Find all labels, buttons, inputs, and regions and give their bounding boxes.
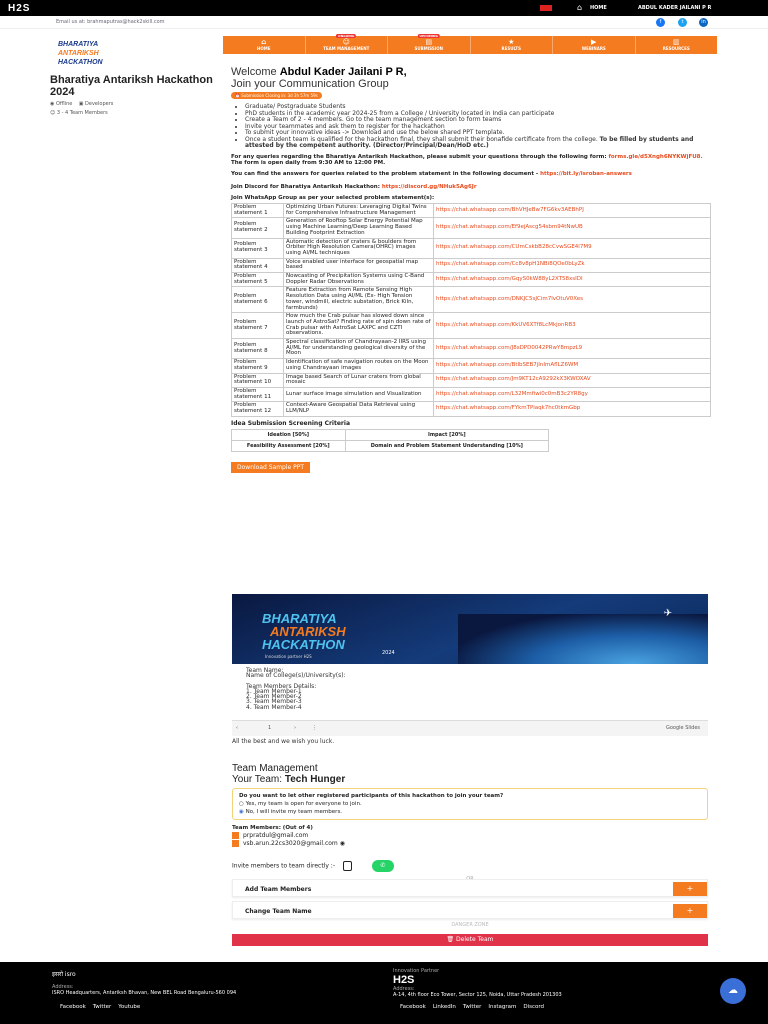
team-members-label: Team Members: (Out of 4) xyxy=(232,825,313,831)
member-avatar xyxy=(232,840,239,847)
footer xyxy=(0,962,768,1024)
hackathon-title: Bharatiya Antariksh Hackathon 2024 xyxy=(50,74,213,98)
contact-bar xyxy=(0,16,768,29)
danger-zone-label: DANGER ZONE xyxy=(451,922,489,928)
problem-id: Problem statement 7 xyxy=(232,313,284,339)
invite-row xyxy=(232,860,708,872)
problem-statements-table xyxy=(231,203,711,417)
answers-paragraph xyxy=(231,171,711,178)
whatsapp-group-link[interactable]: https://chat.whatsapp.com/FYkmTPiaqk7hc0tkmGbp xyxy=(434,402,711,416)
table-row xyxy=(232,339,711,359)
partner-social-links xyxy=(400,1004,544,1010)
main-content xyxy=(231,66,711,473)
invite-label: Invite members to team directly :- xyxy=(232,862,335,870)
slides-controls xyxy=(232,720,708,736)
user-name: Abdul Kader Jailani P R, xyxy=(279,66,407,78)
slide-line: 4. Team Member-4 xyxy=(246,703,302,711)
slide-options-icon[interactable]: ⋮ xyxy=(312,725,317,731)
status-badge: UPCOMING xyxy=(419,34,438,38)
h2s-logo: H2S xyxy=(393,974,415,986)
queries-text: For any queries regarding the Bharatiya Antariksh Hackathon, please submit your questions through the following form: xyxy=(231,153,607,160)
instagram-link[interactable]: Instagram xyxy=(488,1004,517,1010)
facebook-icon[interactable]: f xyxy=(656,18,665,27)
tab-label: WEBINARS xyxy=(581,46,606,51)
answers-text: You can find the answers for queries related to the problem statement in the following document - xyxy=(231,170,539,177)
tab-label: SUBMISSION xyxy=(414,46,443,51)
team-member xyxy=(232,840,708,848)
problem-id: Problem statement 9 xyxy=(232,359,284,373)
whatsapp-group-link[interactable]: https://chat.whatsapp.com/CUmCskbB28cCvwSGE4l7M9 xyxy=(434,238,711,258)
welcome-subheading: Join your Communication Group xyxy=(231,78,389,90)
change-team-name-accordion[interactable] xyxy=(232,901,708,919)
member-email: vsb.arun.22cs3020@gmail.com xyxy=(243,840,338,847)
plus-icon[interactable]: + xyxy=(673,882,707,896)
flag-icon[interactable] xyxy=(540,5,552,11)
list-item xyxy=(245,137,711,150)
slide-line: Name of College(s)/University(s): xyxy=(246,672,346,680)
slide-partner: Innovation partner H2S xyxy=(265,654,312,659)
partner-label: Innovation Partner xyxy=(393,968,440,974)
team-management xyxy=(232,763,708,882)
team-size-row: ☺ 3 - 4 Team Members xyxy=(50,110,108,116)
address-label: Address: xyxy=(52,984,74,990)
plus-icon[interactable]: + xyxy=(673,904,707,918)
problem-id: Problem statement 4 xyxy=(232,258,284,272)
criteria-table xyxy=(231,429,549,452)
home-icon: ⌂ xyxy=(261,38,267,46)
contact-email[interactable]: Email us at: brahmaputras@hack2skill.com xyxy=(56,19,165,25)
whatsapp-group-link[interactable]: https://chat.whatsapp.com/KkUV6XTf8LcMkjonRB3 xyxy=(434,313,711,339)
address-text: A-14, 4th floor Eco Tower, Sector 125, Noida, Uttar Pradesh 201303 xyxy=(393,992,562,998)
whatsapp-group-link[interactable]: https://chat.whatsapp.com/BhVHJeBw7FG6kv3AEBhPJ xyxy=(434,204,711,218)
team-name-heading xyxy=(232,774,708,785)
list-item-bold: To be filled by students and attested by the competent authority. (Director/Principal/Dean/HoD etc.) xyxy=(245,135,694,149)
list-item: • To submit your innovative ideas -> Download and use the below shared PPT template. xyxy=(245,130,711,137)
countdown-badge: ⏰ Submission Closing in: 3d 3h 57m 59s xyxy=(231,92,322,99)
slide-line: Team Members Details: xyxy=(246,682,317,690)
queries-form-link[interactable]: forms.gle/d5Xngh6NYKWjFU8. xyxy=(608,153,703,160)
table-row xyxy=(232,273,711,287)
logo-line3: HACKATHON xyxy=(58,59,103,66)
address-label: Address: xyxy=(393,986,415,992)
discord-link[interactable]: Discord xyxy=(523,1004,545,1010)
whatsapp-group-link[interactable]: https://chat.whatsapp.com/BtlbSEB7jInImAflLZ6WM xyxy=(434,359,711,373)
add-team-members-accordion[interactable] xyxy=(232,879,708,897)
table-row xyxy=(232,204,711,218)
visibility-option-invite[interactable] xyxy=(239,808,701,816)
prev-slide-icon[interactable]: ‹ xyxy=(236,725,238,731)
isro-address xyxy=(52,984,236,996)
mode-row: ◉ Offline ▣ Developers xyxy=(50,101,114,107)
problem-description: Generation of Rooftop Solar Energy Potential Map using Machine Learning/Deep Learning Based Building Footprint Extraction xyxy=(284,218,434,238)
home-link[interactable]: HOME xyxy=(590,5,607,11)
queries-paragraph xyxy=(231,154,711,167)
resources-icon: ▥ xyxy=(672,38,680,46)
table-row xyxy=(232,313,711,339)
slide-title-line2: ANTARIKSH xyxy=(270,624,346,639)
linkedin-link[interactable]: LinkedIn xyxy=(432,1004,456,1010)
top-navbar xyxy=(0,0,768,16)
visibility-question: Do you want to let other registered participants of this hackathon to join your team? xyxy=(239,793,504,799)
table-row xyxy=(232,238,711,258)
problem-description: Image based Search of Lunar craters from global mosaic xyxy=(284,373,434,387)
tab-resources[interactable] xyxy=(636,36,718,54)
h2s-logo[interactable]: H2S xyxy=(8,3,31,14)
partner-block xyxy=(393,968,562,998)
problem-description: Nowcasting of Precipitation Systems using C-Band Doppler Radar Observations xyxy=(284,273,434,287)
problem-id: Problem statement 1 xyxy=(232,204,284,218)
welcome-prefix: Welcome xyxy=(231,66,277,78)
linkedin-icon[interactable]: in xyxy=(699,18,708,27)
whatsapp-group-link[interactable]: https://chat.whatsapp.com/J8sDPD0042PRwY8mpzL9 xyxy=(434,339,711,359)
slide-year: 2024 xyxy=(382,650,395,656)
problem-description: Spectral classification of Chandrayaan-2 IIRS using AI/ML for understanding geological diversity of the Moon xyxy=(284,339,434,359)
sidebar xyxy=(50,40,218,116)
status-badge: ONGOING xyxy=(338,34,355,38)
criteria-title: Idea Submission Screening Criteria xyxy=(231,419,350,427)
answers-link[interactable]: https://bit.ly/isroban-answers xyxy=(540,170,632,177)
criteria-cell: Ideation [50%] xyxy=(232,429,346,440)
slide-line: Team Name: xyxy=(246,667,284,674)
delete-label: Delete Team xyxy=(456,936,494,943)
twitter-link[interactable]: Twitter xyxy=(462,1004,482,1010)
tab-label: RESOURCES xyxy=(662,46,690,51)
good-luck-text: All the best and we wish you luck. xyxy=(232,738,335,745)
user-menu[interactable]: ABDUL KADER JAILANI P R xyxy=(638,5,712,11)
table-row xyxy=(232,373,711,387)
whatsapp-heading: Join WhatsApp Group as per your selected problem statement(s): xyxy=(231,194,435,201)
slide-line: 1. Team Member-1 xyxy=(246,687,302,695)
whatsapp-group-link[interactable]: https://chat.whatsapp.com/Jm9KT12cA9292kX3KWOXAV xyxy=(434,373,711,387)
tab-submission[interactable] xyxy=(388,36,471,54)
tab-webinars[interactable] xyxy=(553,36,636,54)
list-item-text: Once a student team is qualified for the hackathon final, they shall submit their bonafide certificate from the college. xyxy=(245,135,598,143)
team-member xyxy=(232,832,708,840)
logo-line1: BHARATIYA xyxy=(58,41,99,48)
discord-paragraph xyxy=(231,184,711,191)
slide-page xyxy=(232,664,708,720)
problem-id: Problem statement 12 xyxy=(232,402,284,416)
tab-team-management[interactable] xyxy=(306,36,389,54)
logo-line2-text: ANTARIKSH xyxy=(58,50,99,57)
problem-description: Feature Extraction from Remote Sensing High Resolution Data using AI/ML (Ex- High Tension tower, windmill, electric substation, Brick Kiln, farmbunds) xyxy=(284,287,434,313)
problem-id: Problem statement 5 xyxy=(232,273,284,287)
next-slide-icon[interactable]: › xyxy=(294,725,296,731)
problem-id: Problem statement 2 xyxy=(232,218,284,238)
facebook-link[interactable]: Facebook xyxy=(400,1004,426,1010)
mode-text: Offline xyxy=(55,101,73,107)
team-size-text: 3 - 4 Team Members xyxy=(56,110,108,116)
problem-id: Problem statement 11 xyxy=(232,387,284,401)
twitter-icon[interactable]: t xyxy=(678,18,687,27)
accordion-label: Add Team Members xyxy=(245,886,312,893)
google-slides-label[interactable]: Google Slides xyxy=(665,725,700,731)
list-item: • Create a Team of 2 - 4 members. Go to the team management section to form teams xyxy=(245,117,711,124)
slide-title xyxy=(262,612,346,651)
member-avatar xyxy=(232,832,239,839)
tab-results[interactable] xyxy=(471,36,554,54)
team-management-heading: Team Management xyxy=(232,763,318,774)
problem-id: Problem statement 3 xyxy=(232,238,284,258)
whatsapp-group-link[interactable]: https://chat.whatsapp.com/Ef9ejAscg54sbm94tNwUB xyxy=(434,218,711,238)
hackathon-tabs xyxy=(223,36,717,54)
accordion-label: Change Team Name xyxy=(245,908,312,915)
table-row xyxy=(232,258,711,272)
page-number: 1 xyxy=(268,725,272,731)
problem-description: Identification of safe navigation routes on the Moon using Chandrayaan images xyxy=(284,359,434,373)
isro-logo: ✈ xyxy=(663,608,672,619)
whatsapp-group-link[interactable]: https://chat.whatsapp.com/GqyS0kW88yL2XT58xsIDI xyxy=(434,273,711,287)
option-label: No, I will invite my team members. xyxy=(245,809,343,815)
table-row xyxy=(232,218,711,238)
radio-selected-icon[interactable]: ◉ xyxy=(239,809,244,815)
problem-description: Voice enabled user interface for geospatial map based xyxy=(284,258,434,272)
webinar-icon: ▶ xyxy=(591,38,597,46)
discord-link[interactable]: https://discord.gg/NHuk5Ag6Jr xyxy=(381,184,477,190)
results-icon: ★ xyxy=(508,38,515,46)
problem-id: Problem statement 6 xyxy=(232,287,284,313)
slide-title-line1: BHARATIYA xyxy=(262,611,337,626)
eligibility-list xyxy=(245,104,711,150)
problem-id: Problem statement 8 xyxy=(232,339,284,359)
tab-label: RESULTS xyxy=(501,46,521,51)
youtube-link[interactable]: Youtube xyxy=(118,1004,141,1010)
tab-home[interactable] xyxy=(223,36,306,54)
logo-line2 xyxy=(58,49,128,58)
problem-description: Lunar surface image simulation and Visualization xyxy=(284,387,434,401)
leader-icon: ◉ xyxy=(339,840,345,847)
home-icon[interactable]: ⌂ xyxy=(577,3,583,12)
slide-line: 2. Team Member-2 xyxy=(246,693,302,701)
criteria-cell: Impact [20%] xyxy=(345,429,548,440)
problem-id: Problem statement 10 xyxy=(232,373,284,387)
earth-image xyxy=(458,614,708,664)
problem-description: Optimizing Urban Futures: Leveraging Digital Twins for Comprehensive Infrastructure Management xyxy=(284,204,434,218)
slides-embed[interactable] xyxy=(232,594,708,736)
table-row xyxy=(232,287,711,313)
whatsapp-group-link[interactable]: https://chat.whatsapp.com/DNKJC5sJCim7lvOtuV0Xes xyxy=(434,287,711,313)
queries-hours: The form is open daily from 9:30 AM to 12:00 PM. xyxy=(231,160,386,166)
whatsapp-group-link[interactable]: https://chat.whatsapp.com/L32Mmfiwi0c0mB3c2YR8gy xyxy=(434,387,711,401)
problem-description: How much the Crab pulsar has slowed down since launch of AstroSat? Finding rate of spin down rate of Crab pulsar with AstroSat LAXPC and CZTI observations. xyxy=(284,313,434,339)
problem-description: Automatic detection of craters & boulders from Orbiter High Resolution Camera(OHRC) images using AI/ML techniques xyxy=(284,238,434,258)
tab-label: HOME xyxy=(257,46,271,51)
team-visibility-box xyxy=(232,788,708,820)
whatsapp-icon[interactable]: ✆ xyxy=(372,860,394,872)
radio-icon[interactable]: ○ xyxy=(239,801,244,807)
team-name: Tech Hunger xyxy=(284,774,346,785)
criteria-cell: Feasibility Assessment [20%] xyxy=(232,440,346,451)
option-label: Yes, my team is open for everyone to join. xyxy=(245,801,362,807)
twitter-link[interactable]: Twitter xyxy=(92,1004,112,1010)
countdown-text: Submission Closing in: 3d 3h 57m 59s xyxy=(241,93,318,98)
table-row xyxy=(232,402,711,416)
problem-description: Context-Aware Geospatial Data Retrieval using LLM/NLP xyxy=(284,402,434,416)
welcome-heading xyxy=(231,66,711,78)
isro-social-links xyxy=(60,1004,140,1010)
facebook-link[interactable]: Facebook xyxy=(60,1004,86,1010)
whatsapp-group-link[interactable]: https://chat.whatsapp.com/Cc8v8pH1NBi8QOe0bLyZk xyxy=(434,258,711,272)
role-text: Developers xyxy=(85,101,114,107)
list-item: • Graduate/ Postgraduate Students xyxy=(245,104,711,111)
table-row xyxy=(232,387,711,401)
member-email: prpratdul@gmail.com xyxy=(243,832,309,839)
slide-line: 3. Team Member-3 xyxy=(246,698,302,706)
table-row xyxy=(232,359,711,373)
address-text: ISRO Headquarters, Antariksh Bhavan, New BEL Road Bengaluru-560 094 xyxy=(52,990,237,996)
visibility-option-open[interactable] xyxy=(239,800,701,808)
copy-link-icon[interactable] xyxy=(343,861,352,871)
slide-title-line3: HACKATHON xyxy=(262,637,345,652)
team-label: Your Team: xyxy=(232,774,283,785)
discord-text: Join Discord for Bharatiya Antariksh Hackathon: xyxy=(231,184,380,190)
hackathon-logo xyxy=(58,40,128,68)
submission-icon: ▤ xyxy=(425,38,433,46)
list-item: • PhD students in the academic year 2024-25 from a College / University located in India can participate xyxy=(245,111,711,118)
delete-team-button[interactable]: 🗑 Delete Team xyxy=(232,934,708,946)
isro-logo: इसरो isro xyxy=(52,971,76,978)
criteria-cell: Domain and Problem Statement Understanding [10%] xyxy=(345,440,548,451)
download-ppt-button[interactable]: Download Sample PPT xyxy=(231,462,310,473)
team-icon: ☺ xyxy=(342,38,350,46)
chat-bubble-icon[interactable]: ☁ xyxy=(720,978,746,1004)
list-item: • Invite your teammates and ask them to register for the hackathon xyxy=(245,124,711,131)
tab-label: TEAM MANAGEMENT xyxy=(323,46,370,51)
